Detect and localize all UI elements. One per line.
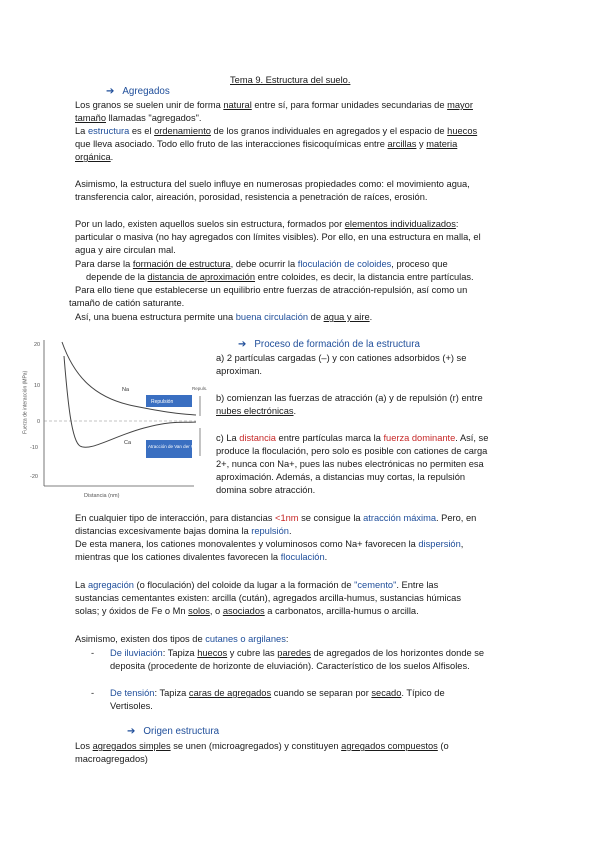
bullet-dash: - [91, 648, 95, 658]
text-span: Para ello tiene que establecerse un equilibrio entre fuerzas de atracción-repulsión, así como un [75, 285, 468, 295]
interaction-force-figure [24, 336, 214, 502]
text-span: formación de estructura [132, 259, 231, 269]
text-span: (o floculación) del coloide da lugar a la formación de [133, 580, 355, 590]
text-span: asociados [222, 606, 265, 616]
text-span: de los granos individuales en agregados y el espacio de [210, 126, 448, 136]
proceso-c-4 [216, 471, 465, 484]
y-tick: -20 [30, 474, 38, 480]
force-distance-plot [24, 336, 214, 502]
paragraph-sin-estructura-2 [75, 231, 481, 244]
text-span: . [110, 152, 114, 162]
text-span: agua y aire circulan mal. [75, 245, 176, 255]
section-heading-proceso [238, 339, 420, 352]
paragraph-estructura-2 [75, 138, 457, 151]
attraction-box [146, 440, 192, 458]
paragraph-estructura [75, 125, 477, 138]
text-span: solas; y óxidos de Fe o Mn [75, 606, 189, 616]
attraction-label: Atracción de Van der Waals [148, 444, 204, 449]
proceso-a [216, 352, 466, 365]
text-span: ordenamiento [154, 126, 211, 136]
paragraph-sin-estructura-3 [75, 244, 176, 257]
proceso-c-5 [216, 484, 315, 497]
paragraph-agregacion-3 [75, 605, 419, 618]
text-span: y cubre las [227, 648, 278, 658]
text-span: entre coloides, es decir, la distancia entre partículas. [255, 272, 474, 282]
text-span: . [288, 526, 292, 536]
text-span: paredes [277, 648, 311, 658]
paragraph-cationes-2 [75, 551, 327, 564]
repulsion-label: Repulsión [151, 399, 174, 405]
proceso-b-2 [216, 405, 296, 418]
page-title [230, 74, 350, 87]
curve-label-na: Na [122, 387, 130, 393]
list-item-tension-2 [110, 700, 153, 713]
text-span: Por un lado, existen aquellos suelos sin estructura, formados por [75, 219, 345, 229]
text-span: . Así, se [455, 433, 489, 443]
text-span: c) La [216, 433, 240, 443]
proceso-a-2 [216, 365, 262, 378]
text-span: tamaño de catión saturante. [69, 298, 185, 308]
y-tick: 10 [34, 383, 41, 389]
paragraph-propiedades [75, 178, 470, 191]
paragraph-equilibrio [75, 284, 467, 297]
paragraph-formacion-2 [86, 271, 474, 284]
text-span: depende de la [86, 272, 148, 282]
paragraph-sin-estructura [75, 218, 458, 231]
paragraph-agregacion-2 [75, 592, 461, 605]
text-span: Vertisoles. [110, 701, 153, 711]
text-span: huecos [447, 126, 478, 136]
text-span: En cualquier tipo de interacción, para distancias [75, 513, 276, 523]
text-span: estructura [87, 126, 130, 136]
text-span: llamadas "agregados". [106, 113, 202, 123]
text-span: : Tapiza [162, 648, 198, 658]
curve-label-ca: Ca [124, 440, 132, 446]
paragraph-equilibrio-2 [69, 297, 184, 310]
text-span: . [324, 552, 328, 562]
paragraph-estructura-3 [75, 151, 113, 164]
text-span: arcillas [387, 139, 417, 149]
paragraph-agregacion [75, 579, 438, 592]
text-span: La [75, 580, 88, 590]
text-span: Los granos se suelen unir de forma [75, 100, 224, 110]
y-tick: -10 [30, 445, 38, 451]
paragraph-origen-2 [75, 753, 148, 766]
text-span: secado [371, 688, 402, 698]
text-span: y [416, 139, 427, 149]
text-span: se unen (microagregados) y constituyen [170, 741, 342, 751]
text-span: "cemento" [354, 580, 397, 590]
text-span: . Típico de [401, 688, 445, 698]
text-span: mayor [447, 100, 473, 110]
text-span: distancias excesivamente bajas domina la [75, 526, 252, 536]
text-span: distancia de aproximación [147, 272, 256, 282]
text-span: dispersión [418, 539, 461, 549]
text-span: . [293, 406, 297, 416]
text-span: que lleva asociado. Todo ello fruto de las interacciones fisicoquímicas entre [75, 139, 388, 149]
text-span: agua y aire [323, 312, 370, 322]
arrow-right-icon: ➔ [106, 86, 115, 97]
arrow-right-icon: ➔ [127, 726, 136, 737]
bullet-dash: - [91, 688, 95, 698]
text-span: solos [188, 606, 210, 616]
text-span: Para darse la [75, 259, 133, 269]
text-span: , debe ocurrir la [230, 259, 298, 269]
proceso-b [216, 392, 483, 405]
text-span: a) 2 partículas cargadas (–) y con cationes adsorbidos (+) se [216, 353, 467, 363]
text-span: Proceso de formación de la estructura [254, 339, 420, 350]
text-span: de agregados de los horizontes donde se [310, 648, 485, 658]
arrow-right-icon: ➔ [238, 339, 247, 350]
text-span: sustancias cementantes existen: arcilla (cután), agregados arcilla-humus, sustancias húmicas [75, 593, 462, 603]
paragraph-interaccion-2 [75, 525, 292, 538]
text-span: De iluviación [110, 648, 163, 658]
text-span: : [285, 634, 289, 644]
text-span: cutanes o argilanes [205, 634, 286, 644]
text-span: <1nm [275, 513, 299, 523]
paragraph-cationes [75, 538, 463, 551]
text-span: Asimismo, la estructura del suelo influye en numerosas propiedades como: el movimiento agua, [75, 179, 470, 189]
text-span: natural [223, 100, 252, 110]
text-span: De esta manera, los cationes monovalentes y voluminosos como Na+ favorecen la [75, 539, 419, 549]
text-span: fuerza dominante [383, 433, 456, 443]
text-span: . [369, 312, 373, 322]
text-span: floculación de coloides [297, 259, 392, 269]
text-span: Origen estructura [143, 726, 220, 737]
text-span: Así, una buena estructura permite una [75, 312, 236, 322]
text-span: , proceso que [391, 259, 448, 269]
section-heading-origen [127, 726, 219, 739]
text-span: repulsión [251, 526, 289, 536]
text-span: agregación [87, 580, 134, 590]
paragraph-circulacion [75, 311, 372, 324]
text-span: se consigue la [298, 513, 364, 523]
text-span: tamaño [75, 113, 107, 123]
proceso-c-3 [216, 458, 484, 471]
text-span: deposita (procedente de horizonte de eluviación). Característico de los suelos Alfisoles. [110, 661, 470, 671]
text-span: : Tapiza [154, 688, 189, 698]
text-span: de [308, 312, 324, 322]
paragraph-interaccion [75, 512, 476, 525]
text-span: elementos individualizados [344, 219, 456, 229]
text-span: es el [129, 126, 155, 136]
text-span: particular o masiva (no hay agregados con límites visibles). Por ello, en una estructura en malla, el [75, 232, 481, 242]
proceso-c-2 [216, 445, 487, 458]
section-heading-agregados [106, 86, 170, 99]
text-span: aproximación. Además, a distancias muy cortas, la repulsión [216, 472, 466, 482]
text-span: (o [437, 741, 449, 751]
text-span: macroagregados) [75, 754, 148, 764]
text-span: atracción máxima [363, 513, 436, 523]
paragraph-formacion [75, 258, 448, 271]
text-span: 2+, nunca con Na+, pues las nubes electrónicas no permiten esa [216, 459, 484, 469]
paragraph-granos-2 [75, 112, 202, 125]
y-axis-label: Fuerza de interacción (MPa) [22, 370, 29, 434]
text-span: floculación [280, 552, 325, 562]
text-span: entre partículas marca la [275, 433, 384, 443]
text-span: distancia [239, 433, 276, 443]
text-span: aproximan. [216, 366, 262, 376]
paragraph-cutanes [75, 633, 288, 646]
text-span: orgánica [75, 152, 111, 162]
x-axis-label: Distancia (nm) [84, 493, 120, 499]
proceso-c [216, 432, 488, 445]
text-span: agregados compuestos [341, 741, 438, 751]
text-span: materia [426, 139, 458, 149]
text-span: cuando se separan por [271, 688, 372, 698]
text-span: Tema 9. Estructura del suelo. [230, 75, 351, 85]
text-span: . Pero, en [436, 513, 477, 523]
text-span: caras de agregados [188, 688, 272, 698]
text-span: Los [75, 741, 93, 751]
text-span: , o [209, 606, 223, 616]
text-span: b) comienzan las fuerzas de atracción (a) y de repulsión (r) entre [216, 393, 483, 403]
text-span: De tensión [110, 688, 155, 698]
y-tick: 20 [34, 342, 41, 348]
text-span: La [75, 126, 88, 136]
text-span: transferencia calor, aireación, porosidad, resistencia a penetración de raíces, erosión. [75, 192, 428, 202]
text-span: a carbonatos, arcilla-humus o arcilla. [264, 606, 419, 616]
text-span: , [460, 539, 464, 549]
text-span: . Entre las [396, 580, 439, 590]
paragraph-propiedades-2 [75, 191, 427, 204]
text-span: entre sí, para formar unidades secundarias de [251, 100, 448, 110]
text-span: Agregados [122, 86, 170, 97]
paragraph-origen [75, 740, 449, 753]
list-item-iluviacion-2 [110, 660, 470, 673]
text-span: nubes electrónicas [216, 406, 294, 416]
repulsion-top-label: Repuls. [192, 386, 208, 391]
text-span: produce la floculación, pero solo es posible con cationes de carga [216, 446, 488, 456]
y-tick: 0 [37, 419, 41, 425]
text-span: : [455, 219, 459, 229]
text-span: huecos [197, 648, 228, 658]
list-item-iluviacion [110, 647, 484, 660]
paragraph-granos [75, 99, 473, 112]
text-span: agregados simples [92, 741, 171, 751]
text-span: mientras que los cationes divalentes favorecen la [75, 552, 281, 562]
text-span: Asimismo, existen dos tipos de [75, 634, 206, 644]
list-item-tension [110, 687, 445, 700]
text-span: domina sobre atracción. [216, 485, 316, 495]
text-span: buena circulación [235, 312, 309, 322]
